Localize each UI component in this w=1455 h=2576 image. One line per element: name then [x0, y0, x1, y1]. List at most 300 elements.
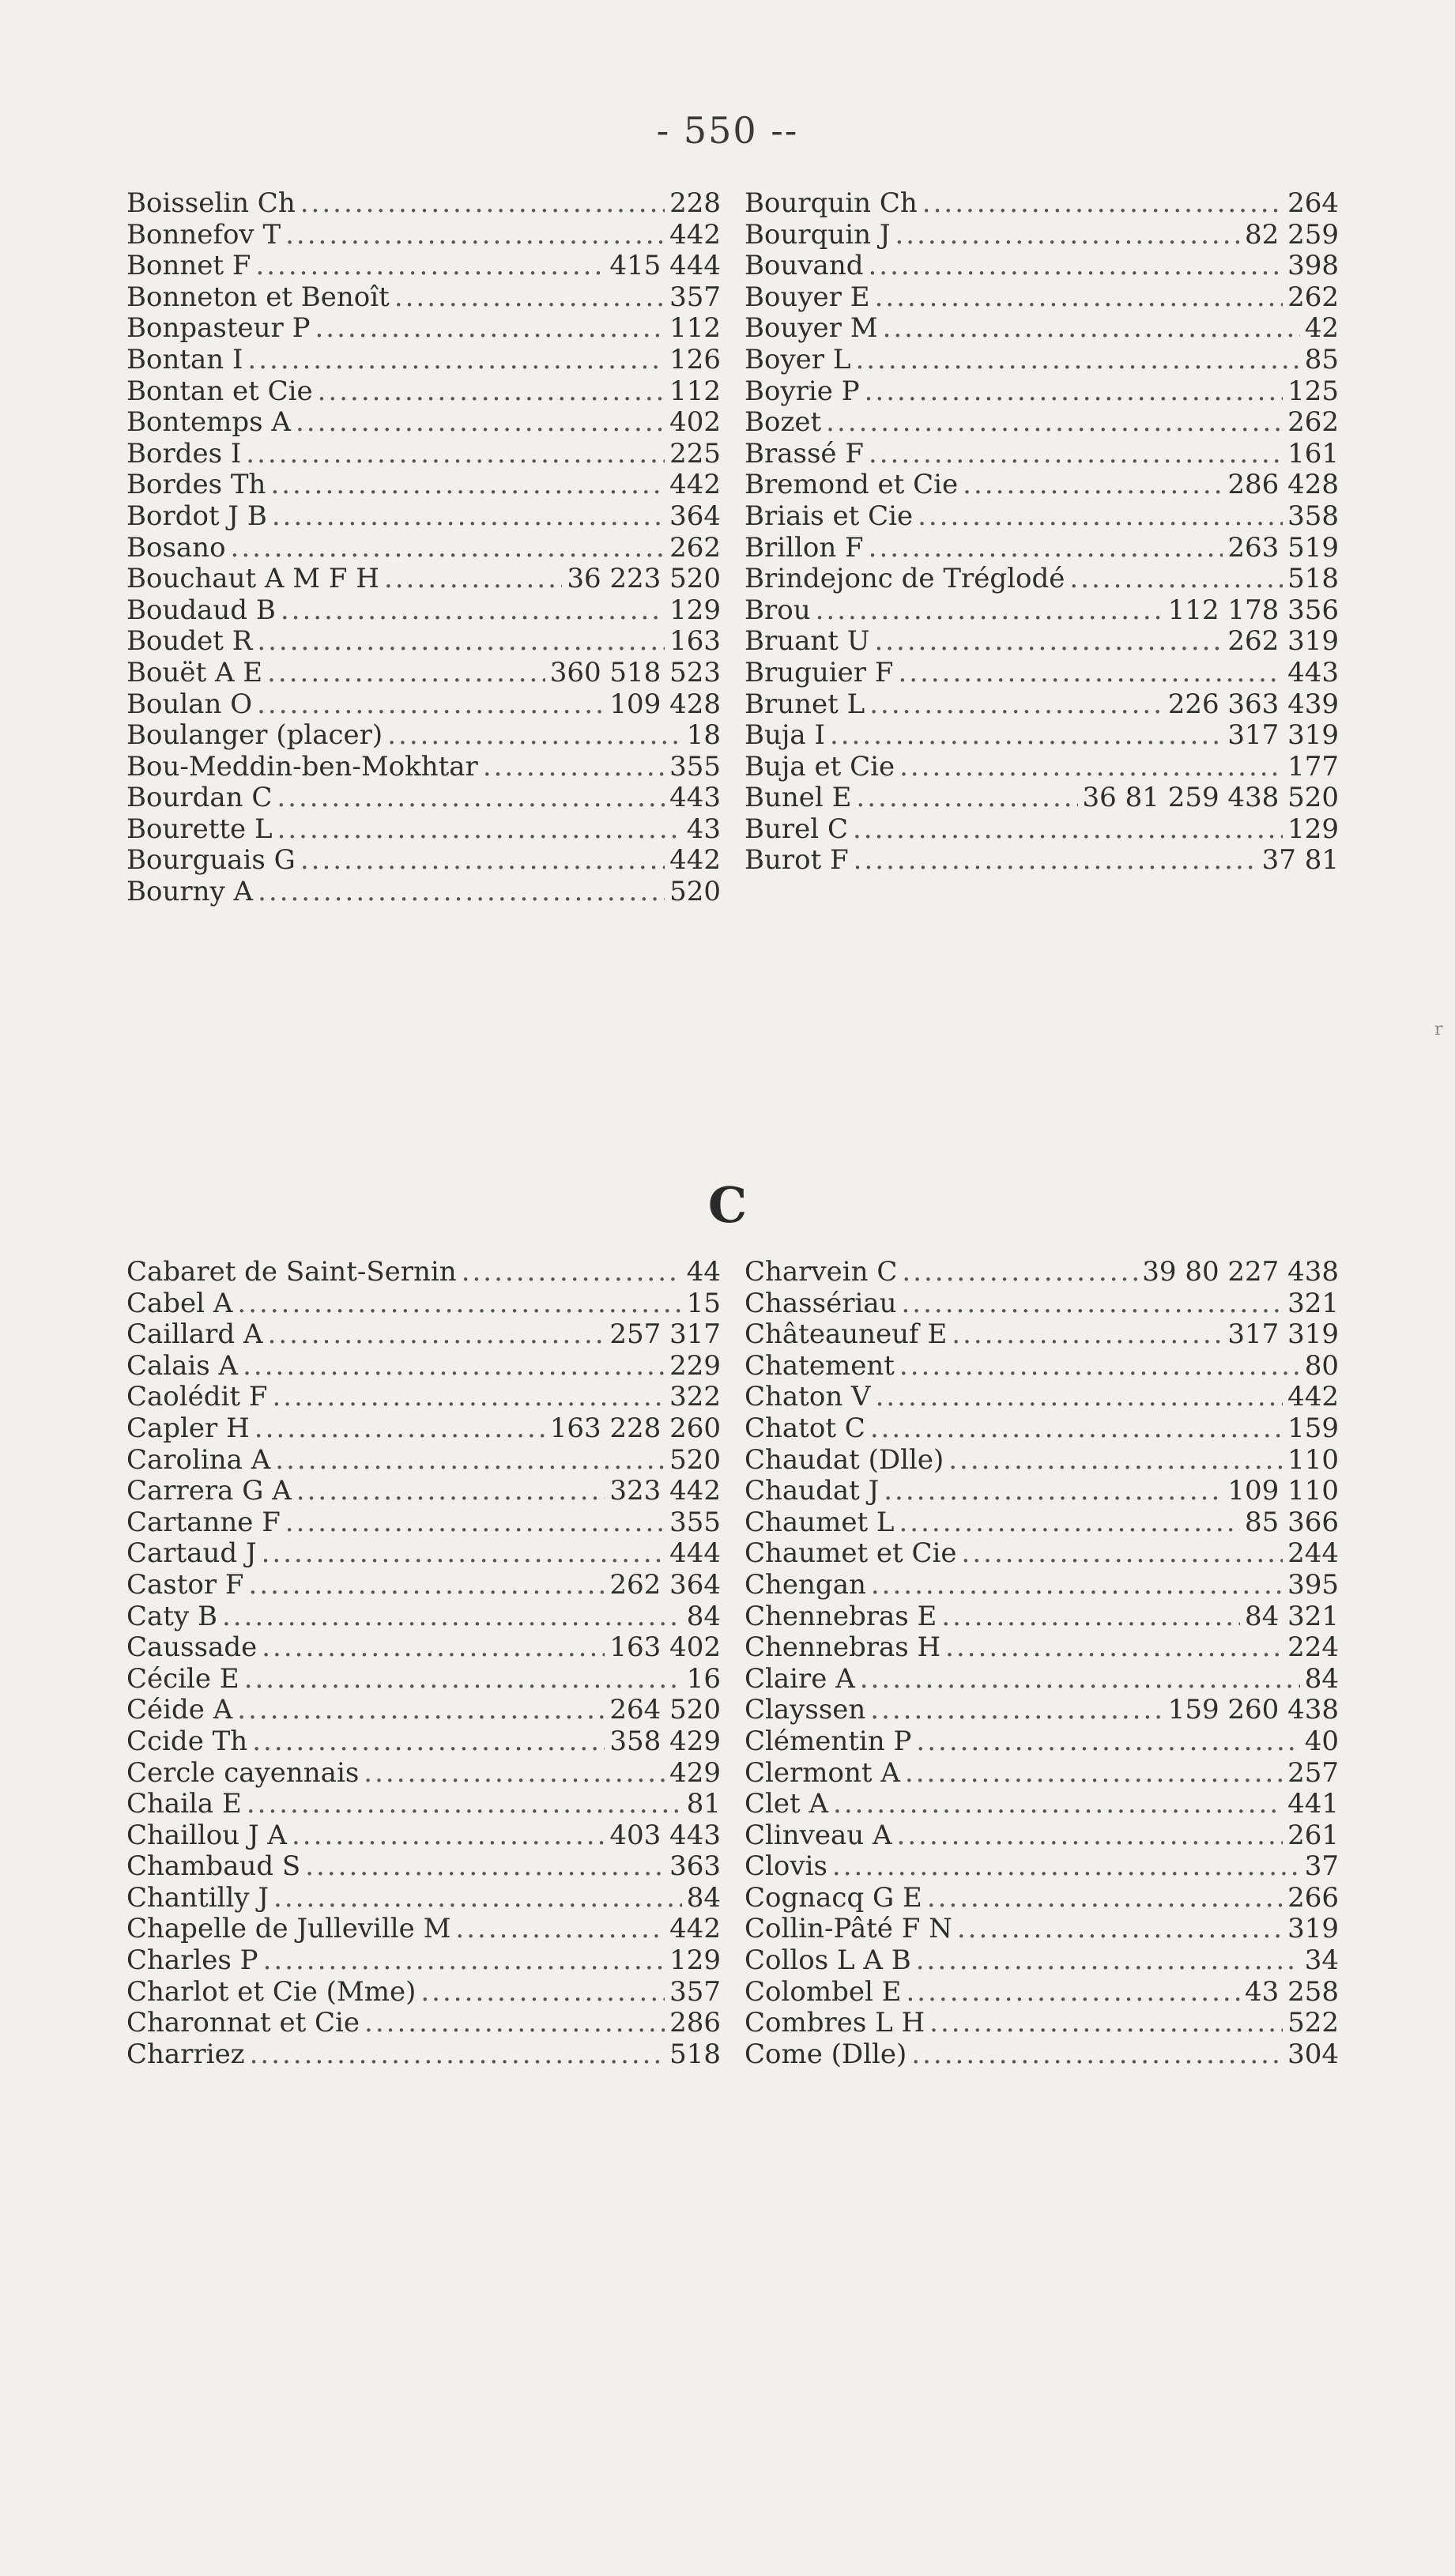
entry-name: Brunet L [744, 688, 865, 720]
index-entry [744, 313, 1339, 345]
entry-name: Collos L A B [744, 1945, 911, 1977]
entry-pages: 323 442 [609, 1476, 721, 1507]
index-entry [126, 2008, 721, 2039]
leader-dots [277, 783, 665, 814]
entry-name: Chaillou J A [126, 1820, 287, 1851]
entry-name: Bordes I [126, 438, 242, 470]
index-entry [744, 1695, 1339, 1726]
index-entry [126, 877, 721, 908]
leader-dots [927, 1883, 1283, 1914]
entry-name: Charriez [126, 2039, 245, 2070]
leader-dots [273, 1883, 682, 1914]
index-entry [126, 1601, 721, 1633]
leader-dots [899, 752, 1283, 783]
index-entry [744, 345, 1339, 376]
leader-dots [856, 783, 1077, 814]
entry-pages: 357 [669, 1976, 721, 2008]
entry-name: Briais et Cie [744, 500, 914, 532]
entry-pages: 321 [1287, 1288, 1339, 1319]
index-entry [126, 2039, 721, 2071]
entry-name: Boudaud B [126, 594, 276, 626]
index-entry [126, 752, 721, 783]
index-entry [744, 1851, 1339, 1883]
entry-name: Boyer L [744, 344, 851, 375]
leader-dots [420, 1977, 665, 2008]
leader-dots [318, 376, 665, 408]
index-entry [744, 564, 1339, 595]
leader-dots [483, 752, 665, 783]
entry-name: Chaumet L [744, 1507, 895, 1538]
leader-dots [963, 470, 1223, 501]
entry-pages: 364 [669, 500, 721, 532]
index-entry [744, 1570, 1339, 1601]
entry-pages: 159 [1287, 1412, 1339, 1444]
entry-name: Chatement [744, 1350, 895, 1382]
entry-pages: 355 [669, 1507, 721, 1538]
entry-pages: 442 [1287, 1382, 1339, 1413]
index-entry [126, 1538, 721, 1570]
leader-dots [899, 1507, 1241, 1539]
entry-pages: 163 228 260 [549, 1412, 721, 1444]
leader-dots [875, 282, 1283, 314]
entry-name: Chapelle de Julleville M [126, 1914, 451, 1945]
index-entry [744, 595, 1339, 627]
entry-pages: 125 [1287, 375, 1339, 407]
index-entry [744, 845, 1339, 877]
index-entry [744, 220, 1339, 251]
index-entry [126, 407, 721, 439]
index-entry [126, 689, 721, 721]
index-entry [744, 1351, 1339, 1382]
entry-pages: 42 [1304, 313, 1339, 345]
leader-dots [898, 658, 1283, 689]
entry-name: Caolédit F [126, 1382, 268, 1413]
entry-name: Bourguais G [126, 845, 296, 877]
entry-pages: 262 [669, 532, 721, 564]
entry-pages: 43 258 [1245, 1976, 1339, 2008]
index-entry [744, 1288, 1339, 1320]
entry-pages: 264 520 [609, 1695, 721, 1726]
entry-pages: 358 429 [609, 1726, 721, 1757]
index-entry [126, 1445, 721, 1477]
entry-pages: 84 [1304, 1663, 1339, 1695]
entry-pages: 18 [686, 720, 721, 752]
leader-dots [296, 1476, 605, 1507]
entry-pages: 402 [669, 407, 721, 439]
entry-name: Clermont A [744, 1757, 900, 1789]
entry-pages: 37 [1304, 1851, 1339, 1883]
entry-pages: 304 [1287, 2039, 1339, 2070]
leader-dots [1069, 564, 1283, 595]
entry-name: Brillon F [744, 532, 864, 564]
index-entry [126, 1851, 721, 1883]
entry-name: Caussade [126, 1632, 258, 1664]
leader-dots [941, 1601, 1240, 1633]
leader-dots [957, 1914, 1283, 1945]
leader-dots [292, 1820, 605, 1852]
index-entry [126, 1476, 721, 1507]
entry-pages: 39 80 227 438 [1142, 1257, 1339, 1288]
leader-dots [855, 345, 1299, 376]
entry-pages: 129 [1287, 813, 1339, 845]
leader-dots [247, 1789, 682, 1820]
entry-name: Burot F [744, 845, 849, 877]
index-entry [126, 1726, 721, 1758]
leader-dots [275, 1445, 665, 1477]
leader-dots [869, 439, 1283, 470]
leader-dots [364, 1758, 665, 1790]
index-entry [744, 1664, 1339, 1695]
entry-pages: 84 321 [1245, 1601, 1339, 1632]
index-entry [126, 1507, 721, 1539]
leader-dots [870, 1413, 1283, 1445]
entry-pages: 520 [669, 877, 721, 908]
entry-name: Brindejonc de Tréglodé [744, 564, 1065, 595]
entry-name: Chennebras E [744, 1601, 937, 1632]
leader-dots [832, 1851, 1300, 1883]
entry-name: Chengan [744, 1569, 866, 1601]
index-entry [744, 1758, 1339, 1790]
index-entry [744, 533, 1339, 564]
leader-dots [952, 1319, 1223, 1351]
leader-dots [462, 1257, 682, 1288]
index-entry [126, 1632, 721, 1664]
entry-name: Bontemps A [126, 407, 291, 439]
entry-name: Boulan O [126, 688, 253, 720]
leader-dots [911, 2039, 1283, 2071]
entry-name: Capler H [126, 1412, 250, 1444]
entry-pages: 441 [1287, 1789, 1339, 1820]
leader-dots [243, 1351, 665, 1382]
leader-dots [267, 658, 545, 689]
entry-pages: 358 [1287, 500, 1339, 532]
index-entry [126, 345, 721, 376]
entry-name: Bouyer E [744, 281, 870, 313]
index-column-c-right [744, 1257, 1339, 2070]
leader-dots [247, 345, 665, 376]
entry-pages: 224 [1287, 1632, 1339, 1664]
index-entry [126, 1883, 721, 1914]
entry-pages: 442 [669, 1914, 721, 1945]
entry-pages: 442 [669, 470, 721, 501]
leader-dots [254, 1413, 545, 1445]
entry-name: Bouyer M [744, 313, 878, 345]
leader-dots [899, 1351, 1300, 1382]
entry-pages: 317 319 [1227, 720, 1339, 752]
entry-name: Bourquin J [744, 219, 891, 251]
index-entry [744, 752, 1339, 783]
leader-dots [918, 501, 1283, 533]
entry-name: Bontan I [126, 344, 243, 375]
entry-name: Chaudat J [744, 1476, 880, 1507]
index-entry [744, 251, 1339, 282]
entry-name: Bunel E [744, 783, 852, 814]
entry-name: Bruant U [744, 626, 870, 658]
entry-pages: 357 [669, 281, 721, 313]
index-entry [126, 595, 721, 627]
entry-pages: 159 260 438 [1167, 1695, 1339, 1726]
entry-pages: 429 [669, 1757, 721, 1789]
entry-pages: 403 443 [609, 1820, 721, 1851]
index-entry [744, 2039, 1339, 2071]
leader-dots [902, 1288, 1283, 1320]
leader-dots [258, 877, 665, 908]
entry-name: Bordot J B [126, 500, 267, 532]
section-letter: C [707, 1176, 748, 1234]
leader-dots [364, 2008, 665, 2039]
entry-name: Boyrie P [744, 375, 860, 407]
entry-name: Caty B [126, 1601, 217, 1632]
index-entry [744, 1413, 1339, 1445]
entry-name: Bourette L [126, 813, 273, 845]
entry-pages: 395 [1287, 1569, 1339, 1601]
index-entry [744, 689, 1339, 721]
entry-pages: 109 428 [609, 688, 721, 720]
leader-dots [384, 564, 562, 595]
leader-dots [916, 1945, 1300, 1977]
index-entry [744, 1883, 1339, 1914]
entry-name: Bonneton et Benoît [126, 281, 390, 313]
leader-dots [870, 1695, 1163, 1726]
entry-name: Cécile E [126, 1663, 239, 1695]
leader-dots [257, 689, 605, 721]
entry-pages: 398 [1287, 251, 1339, 282]
entry-name: Ccide Th [126, 1726, 248, 1757]
entry-pages: 518 [1287, 564, 1339, 595]
entry-name: Bosano [126, 532, 226, 564]
entry-pages: 110 [1287, 1444, 1339, 1476]
leader-dots [929, 2008, 1283, 2039]
index-entry [744, 1789, 1339, 1820]
leader-dots [272, 1382, 665, 1413]
index-entry [126, 533, 721, 564]
entry-name: Bouvand [744, 251, 864, 282]
index-entry [126, 564, 721, 595]
index-entry [126, 814, 721, 846]
entry-pages: 15 [686, 1288, 721, 1319]
leader-dots [387, 720, 682, 752]
entry-pages: 257 317 [609, 1319, 721, 1351]
entry-name: Claire A [744, 1663, 855, 1695]
entry-pages: 129 [669, 1945, 721, 1977]
leader-dots [257, 626, 665, 658]
entry-pages: 443 [669, 783, 721, 814]
leader-dots [285, 1507, 665, 1539]
entry-name: Chantilly J [126, 1882, 270, 1914]
leader-dots [869, 689, 1163, 721]
leader-dots [853, 814, 1283, 846]
entry-pages: 84 [686, 1882, 721, 1914]
entry-pages: 228 [669, 188, 721, 219]
entry-name: Bontan et Cie [126, 375, 313, 407]
entry-name: Bordes Th [126, 470, 266, 501]
entry-name: Cartanne F [126, 1507, 281, 1538]
index-entry [744, 1820, 1339, 1852]
leader-dots [902, 1257, 1137, 1288]
leader-dots [874, 626, 1223, 658]
index-entry [744, 1507, 1339, 1539]
entry-name: Caillard A [126, 1319, 263, 1351]
index-entry [126, 439, 721, 470]
index-column-b-left [126, 188, 721, 908]
leader-dots [883, 313, 1300, 345]
index-entry [126, 1570, 721, 1601]
index-entry [126, 658, 721, 689]
entry-pages: 264 [1287, 188, 1339, 219]
leader-dots [270, 470, 665, 501]
index-entry [126, 251, 721, 282]
index-entry [126, 220, 721, 251]
leader-dots [268, 1319, 605, 1351]
leader-dots [231, 533, 665, 564]
index-entry [744, 1601, 1339, 1633]
index-entry [744, 720, 1339, 752]
leader-dots [833, 1789, 1283, 1820]
entry-name: Charles P [126, 1945, 258, 1977]
entry-pages: 229 [669, 1350, 721, 1382]
index-entry [126, 501, 721, 533]
leader-dots [897, 1820, 1283, 1852]
index-entry [744, 1977, 1339, 2008]
entry-name: Collin-Pâté F N [744, 1914, 952, 1945]
leader-dots [300, 188, 665, 220]
entry-name: Bonnefov T [126, 219, 281, 251]
entry-name: Bonnet F [126, 251, 251, 282]
entry-pages: 34 [1304, 1945, 1339, 1977]
entry-pages: 40 [1304, 1726, 1339, 1757]
entry-pages: 244 [1287, 1538, 1339, 1570]
entry-name: Colombel E [744, 1976, 902, 2008]
entry-name: Cabel A [126, 1288, 233, 1319]
entry-pages: 262 [1287, 407, 1339, 439]
entry-name: Carolina A [126, 1444, 271, 1476]
leader-dots [249, 1570, 605, 1601]
entry-name: Bou-Meddin-ben-Mokhtar [126, 751, 478, 783]
entry-pages: 37 81 [1261, 845, 1339, 877]
leader-dots [296, 407, 665, 439]
entry-name: Buja et Cie [744, 751, 895, 783]
index-entry [744, 1632, 1339, 1664]
entry-pages: 286 428 [1227, 470, 1339, 501]
leader-dots [285, 220, 665, 251]
entry-name: Cercle cayennais [126, 1757, 360, 1789]
entry-name: Come (Dlle) [744, 2039, 907, 2070]
entry-pages: 266 [1287, 1882, 1339, 1914]
entry-name: Chambaud S [126, 1851, 301, 1883]
index-entry [126, 1351, 721, 1382]
entry-name: Bourdan C [126, 783, 273, 814]
entry-name: Cabaret de Saint-Sernin [126, 1257, 457, 1288]
index-entry [744, 376, 1339, 408]
entry-name: Bourquin Ch [744, 188, 918, 219]
index-entry [744, 470, 1339, 501]
index-entry [744, 1445, 1339, 1477]
entry-name: Clémentin P [744, 1726, 912, 1757]
leader-dots [262, 1538, 665, 1570]
entry-name: Chaila E [126, 1789, 242, 1820]
entry-name: Chassériau [744, 1288, 897, 1319]
index-entry [744, 626, 1339, 658]
entry-name: Bourny A [126, 877, 254, 908]
entry-pages: 442 [669, 845, 721, 877]
margin-mark: r [1434, 1020, 1443, 1039]
entry-pages: 522 [1287, 2008, 1339, 2039]
entry-pages: 520 [669, 1444, 721, 1476]
entry-pages: 444 [669, 1538, 721, 1570]
leader-dots [816, 595, 1163, 627]
entry-name: Clinveau A [744, 1820, 892, 1851]
index-entry [126, 1695, 721, 1726]
entry-name: Burel C [744, 813, 848, 845]
leader-dots [865, 376, 1283, 408]
leader-dots [263, 1945, 665, 1977]
leader-dots [876, 1382, 1283, 1413]
entry-name: Clayssen [744, 1695, 866, 1726]
leader-dots [854, 845, 1257, 877]
index-entry [744, 1319, 1339, 1351]
entry-name: Bouët A E [126, 657, 263, 688]
leader-dots [252, 1726, 605, 1758]
leader-dots [394, 282, 665, 314]
leader-dots [237, 1695, 605, 1726]
index-entry [744, 1476, 1339, 1507]
entry-pages: 261 [1287, 1820, 1339, 1851]
index-entry [744, 282, 1339, 314]
leader-dots [315, 313, 665, 345]
leader-dots [869, 251, 1283, 282]
leader-dots [916, 1726, 1299, 1758]
page-number: - 550 -- [656, 109, 799, 152]
index-entry [744, 783, 1339, 814]
leader-dots [884, 1476, 1223, 1507]
entry-name: Charonnat et Cie [126, 2008, 360, 2039]
entry-pages: 36 81 259 438 520 [1082, 783, 1339, 814]
entry-name: Bonpasteur P [126, 313, 311, 345]
leader-dots [948, 1445, 1283, 1477]
index-entry [126, 1319, 721, 1351]
leader-dots [277, 814, 682, 846]
entry-pages: 109 110 [1227, 1476, 1339, 1507]
leader-dots [272, 501, 665, 533]
entry-name: Chennebras H [744, 1632, 941, 1664]
entry-name: Clet A [744, 1789, 829, 1820]
index-entry [744, 1382, 1339, 1413]
entry-pages: 129 [669, 594, 721, 626]
index-entry [126, 1382, 721, 1413]
entry-pages: 262 319 [1227, 626, 1339, 658]
leader-dots [244, 1664, 682, 1695]
leader-dots [281, 595, 665, 627]
entry-name: Chaton V [744, 1382, 871, 1413]
index-entry [744, 1538, 1339, 1570]
leader-dots [830, 720, 1223, 752]
leader-dots [871, 1570, 1283, 1601]
index-entry [126, 845, 721, 877]
entry-pages: 442 [669, 219, 721, 251]
entry-name: Céide A [126, 1695, 233, 1726]
entry-name: Buja I [744, 720, 825, 752]
leader-dots [922, 188, 1283, 220]
entry-pages: 263 519 [1227, 532, 1339, 564]
entry-pages: 161 [1287, 438, 1339, 470]
index-entry [126, 1945, 721, 1977]
leader-dots [250, 2039, 665, 2071]
leader-dots [869, 533, 1223, 564]
entry-pages: 81 [686, 1789, 721, 1820]
entry-name: Boulanger (placer) [126, 720, 383, 752]
leader-dots [895, 220, 1240, 251]
leader-dots [962, 1538, 1283, 1570]
